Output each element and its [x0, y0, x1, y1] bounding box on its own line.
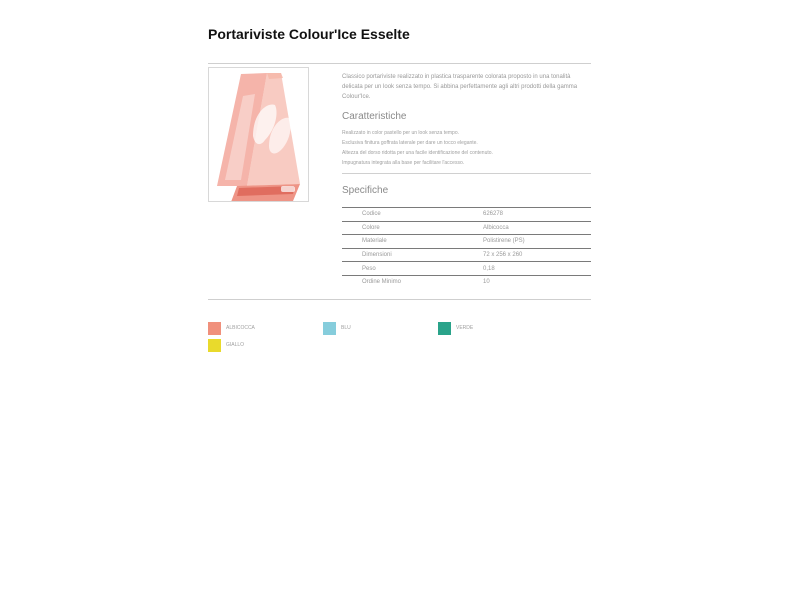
- color-swatch: [323, 322, 336, 335]
- divider: [208, 299, 591, 300]
- color-name: BLU: [341, 325, 351, 331]
- spec-value: 10: [483, 279, 490, 286]
- feature-item: Altezza del dorso ridotta per una facile identificazione del contenuto.: [342, 150, 493, 156]
- color-name: VERDE: [456, 325, 474, 331]
- page-title: Portariviste Colour'Ice Esselte: [208, 26, 410, 42]
- specs-heading: Specifiche: [342, 185, 389, 196]
- color-variants: [208, 322, 608, 362]
- color-swatch: [208, 339, 221, 352]
- color-name: ALBICOCCA: [226, 325, 255, 331]
- spec-value: 0,18: [483, 262, 591, 276]
- divider: [208, 63, 591, 64]
- feature-item: Esclusiva finitura goffrata laterale per dare un tocco elegante.: [342, 140, 478, 146]
- product-description: Classico portariviste realizzato in plastica trasparente colorata proposto in una tonalità delicata per un look senza tempo. Si abbina perfettamente agli altri prodotti della gamma Colour'Ice.: [342, 74, 578, 100]
- features-heading: Caratteristiche: [342, 111, 407, 122]
- feature-item: Realizzato in color pastello per un look senza tempo.: [342, 130, 460, 136]
- color-swatch: [208, 322, 221, 335]
- table-row: [342, 235, 591, 249]
- divider: [342, 173, 591, 174]
- magazine-file-illustration: [209, 68, 308, 201]
- spec-value: Polistirene (PS): [483, 235, 591, 249]
- color-swatch: [438, 322, 451, 335]
- table-row: [342, 221, 591, 235]
- spec-key: Peso: [342, 262, 483, 276]
- table-row: [342, 248, 591, 262]
- specs-table: [342, 207, 591, 289]
- spec-value: Albicocca: [483, 221, 591, 235]
- feature-item: Impugnatura integrata alla base per facilitare l'accesso.: [342, 160, 465, 166]
- product-image: [208, 67, 309, 202]
- color-name: GIALLO: [226, 342, 245, 348]
- spec-value: 626278: [483, 208, 591, 222]
- features-list: [342, 128, 493, 168]
- spec-key: Dimensioni: [342, 248, 483, 262]
- table-row: [342, 208, 591, 222]
- table-row: [342, 275, 591, 288]
- spec-key: Materiale: [342, 235, 483, 249]
- spec-key: Colore: [342, 221, 483, 235]
- spec-key: Ordine Minimo: [362, 279, 402, 286]
- spec-value: 72 x 256 x 260: [483, 248, 591, 262]
- table-row: [342, 262, 591, 276]
- spec-key: Codice: [342, 208, 483, 222]
- product-details: [342, 72, 591, 286]
